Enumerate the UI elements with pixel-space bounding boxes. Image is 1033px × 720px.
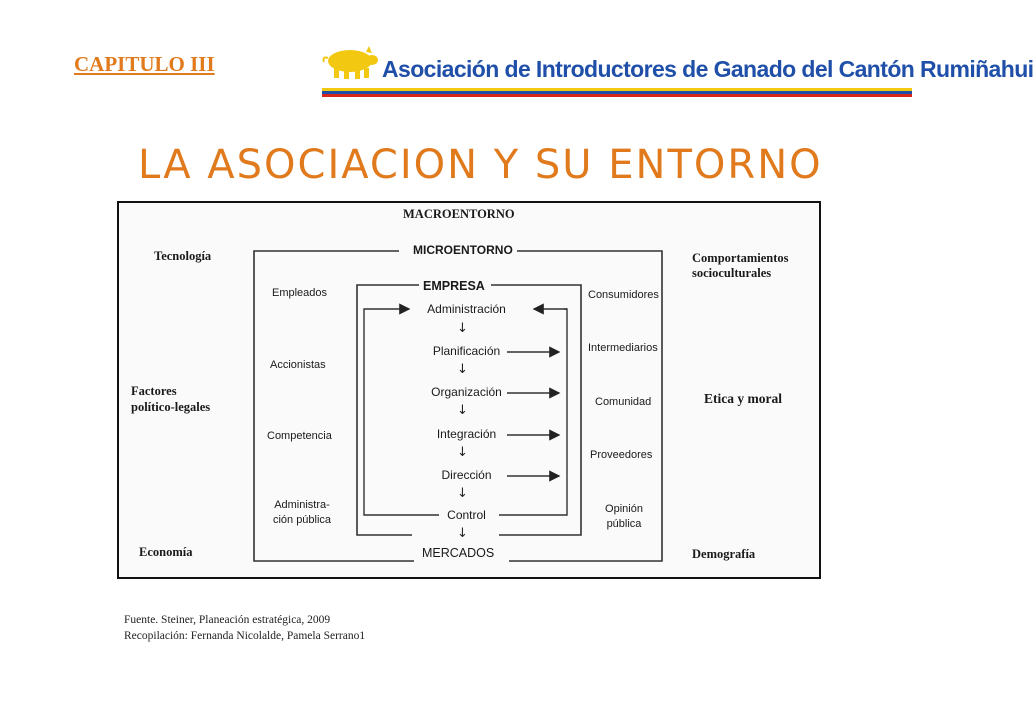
micro-intermediarios: Intermediarios [588, 342, 658, 354]
source-line: Recopilación: Fernanda Nicolalde, Pamela Serrano1 [124, 630, 366, 642]
micro-consumidores: Consumidores [588, 289, 659, 301]
micro-proveedores: Proveedores [590, 449, 653, 461]
source-line: Fuente. Steiner, Planeación estratégica, 2009 [124, 614, 331, 626]
empresa-step: Integración [436, 427, 497, 441]
macro-factor-demografia: Demografía [692, 547, 756, 561]
arrow-down-icon: ↓ [457, 362, 468, 377]
micro-empleados: Empleados [272, 287, 328, 299]
arrow-down-icon: ↓ [457, 403, 468, 418]
source-note [124, 612, 365, 644]
arrow-down-icon: ↓ [457, 526, 468, 541]
macro-factor-politico-legales: Factores político-legales [131, 384, 211, 414]
empresa-step: Planificación [432, 344, 501, 358]
macroenvironment-label: MACROENTORNO [403, 207, 515, 221]
macro-factor-economia: Economía [139, 545, 193, 559]
empresa-step: Dirección [441, 468, 492, 482]
empresa-step: Organización [431, 385, 502, 399]
micro-accionistas: Accionistas [270, 359, 326, 371]
empresa-step: Administración [427, 302, 506, 316]
macro-factor-socioculturales: Comportamientos socioculturales [692, 251, 789, 280]
arrow-down-icon: ↓ [457, 445, 468, 460]
page-title: LA ASOCIACION Y SU ENTORNO [138, 142, 823, 188]
empresa-step: Control [447, 508, 486, 522]
environment-diagram [117, 201, 821, 579]
macro-factor-tecnologia: Tecnología [154, 249, 212, 263]
organization-name: Asociación de Introductores de Ganado del Cantón Rumiñahui [382, 56, 1033, 82]
chapter-label: CAPITULO III [74, 52, 215, 76]
organization-banner [322, 28, 1033, 100]
microenvironment-label: MICROENTORNO [409, 243, 517, 257]
arrow-down-icon: ↓ [457, 321, 468, 336]
empresa-frame [357, 285, 581, 535]
pig-icon [322, 46, 380, 80]
macro-factor-etica: Etica y moral [704, 391, 782, 406]
mercados-label: MERCADOS [419, 546, 497, 560]
empresa-label: EMPRESA [423, 279, 485, 293]
micro-administracion-publica: Administra- ción pública [272, 499, 332, 526]
flag-stripe [322, 88, 912, 97]
micro-competencia: Competencia [267, 430, 332, 442]
step-arrows [507, 352, 559, 476]
micro-comunidad: Comunidad [595, 396, 652, 408]
arrow-down-icon: ↓ [457, 486, 468, 501]
micro-opinion-publica: Opinión pública [605, 503, 643, 530]
